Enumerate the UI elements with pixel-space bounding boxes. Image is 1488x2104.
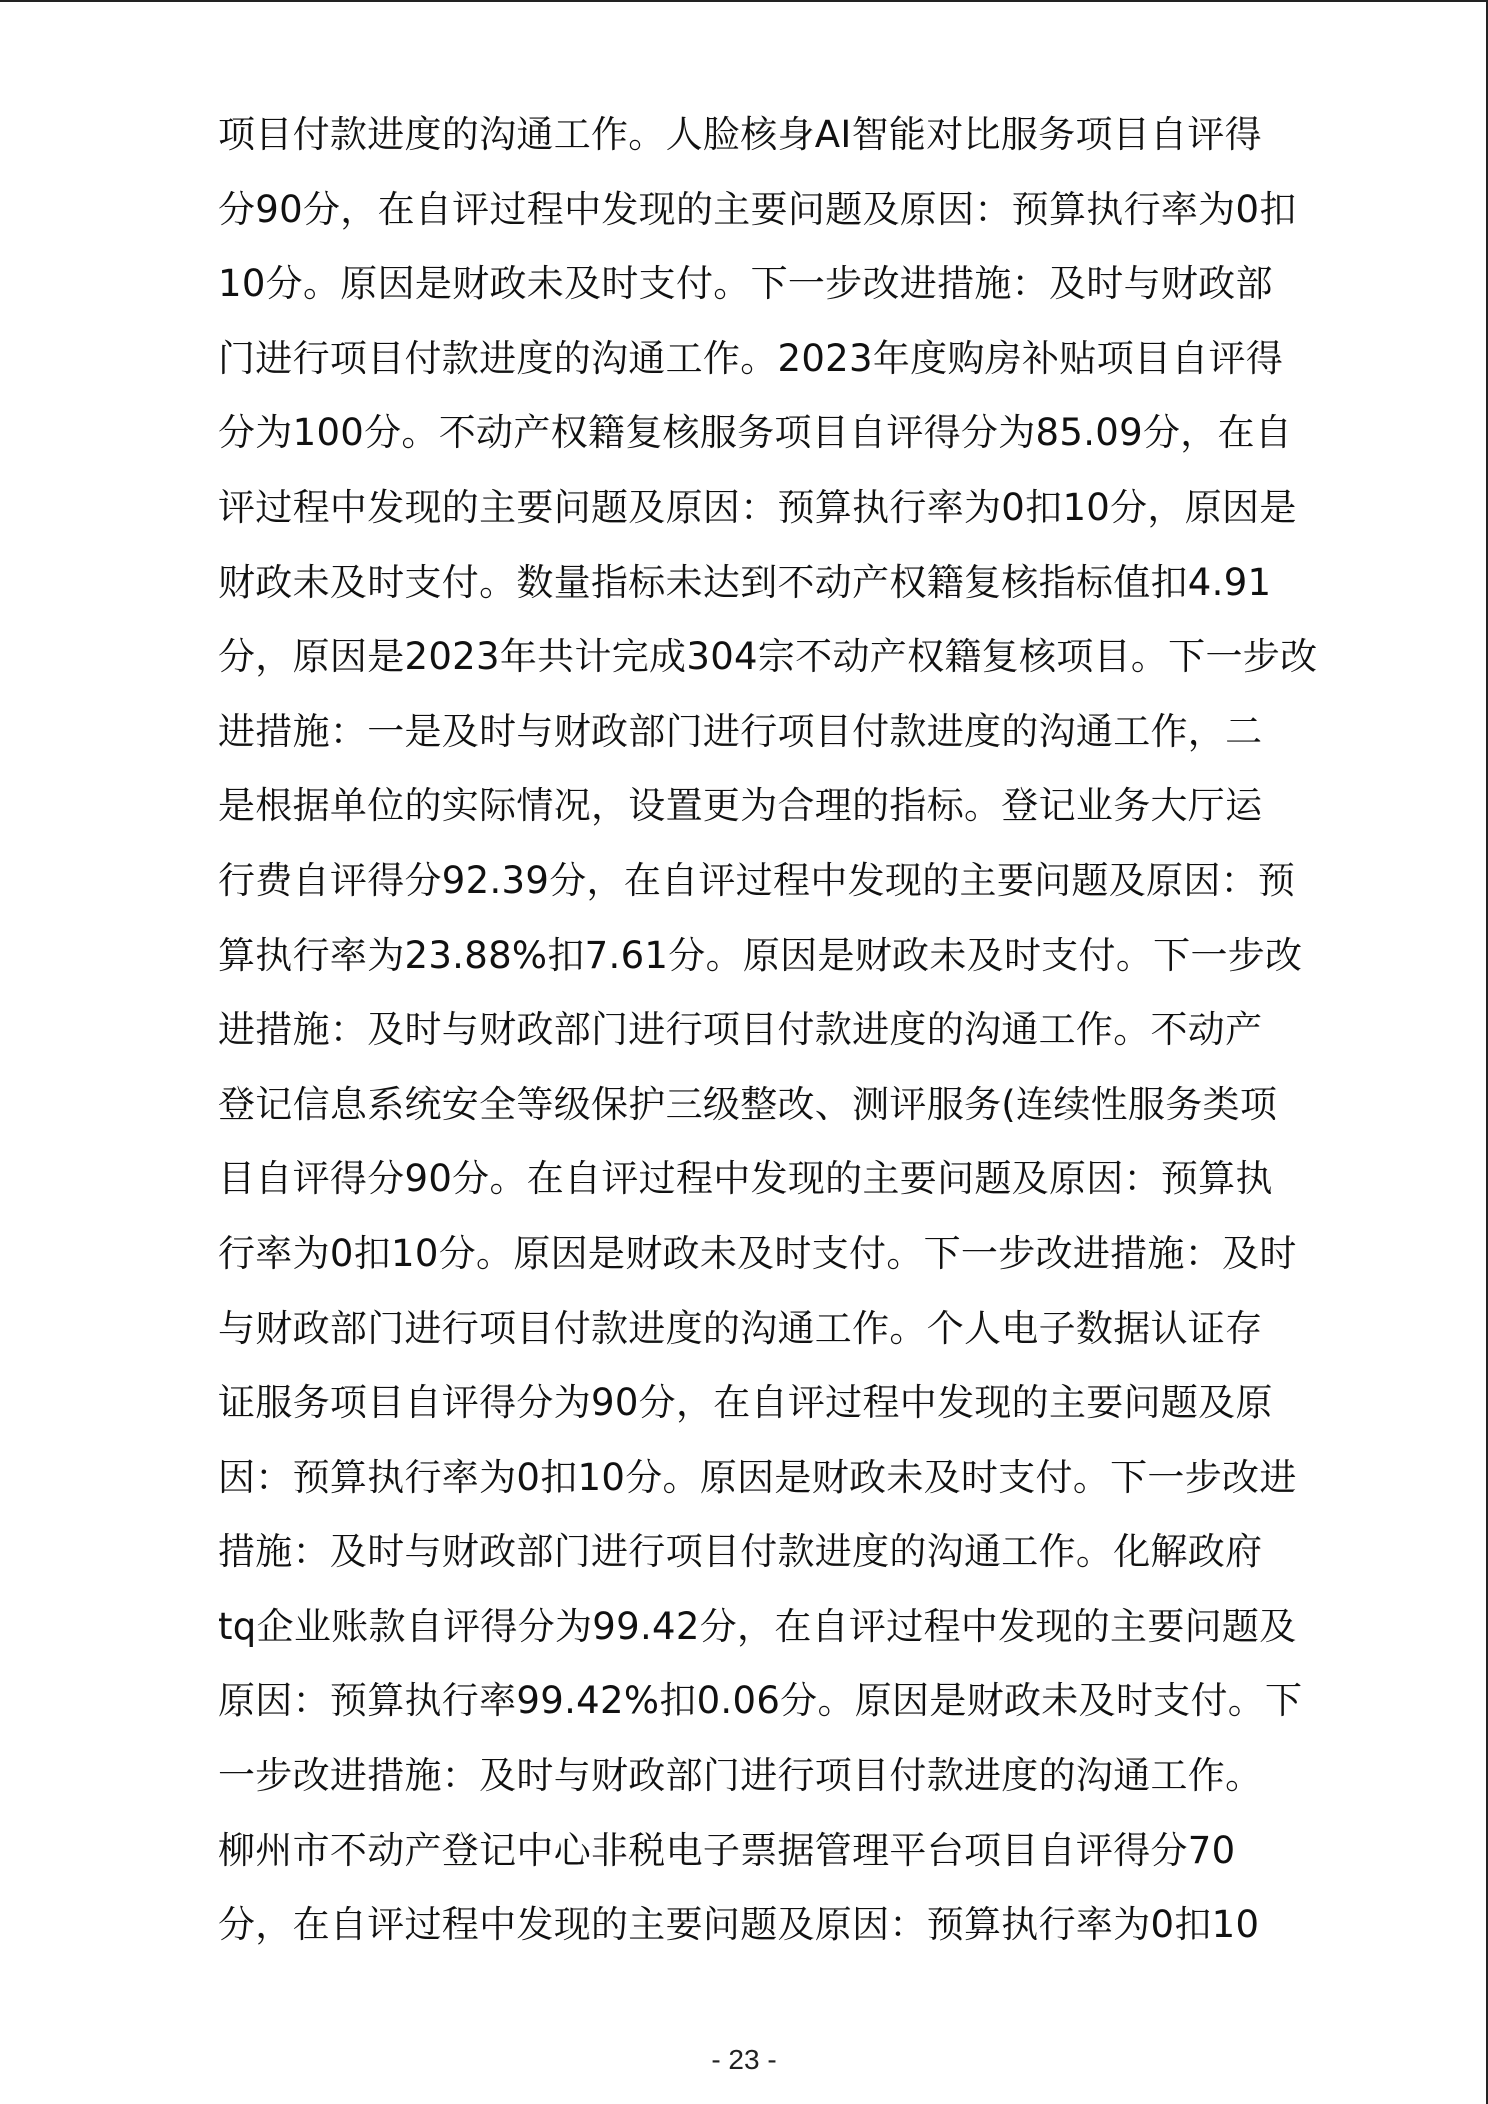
text-line: 措施：及时与财政部门进行项目付款进度的沟通工作。化解政府 bbox=[218, 1530, 1263, 1574]
text-line: tq企业账款自评得分为99.42分，在自评过程中发现的主要问题及 bbox=[218, 1604, 1297, 1648]
text-line: 评过程中发现的主要问题及原因：预算执行率为0扣10分，原因是 bbox=[218, 485, 1297, 529]
text-line: 10分。原因是财政未及时支付。下一步改进措施：及时与财政部 bbox=[218, 262, 1273, 306]
text-line: 进措施：一是及时与财政部门进行项目付款进度的沟通工作，二 bbox=[218, 709, 1263, 753]
text-line: 原因：预算执行率99.42%扣0.06分。原因是财政未及时支付。下 bbox=[218, 1679, 1303, 1723]
text-line: 柳州市不动产登记中心非税电子票据管理平台项目自评得分70 bbox=[218, 1828, 1236, 1872]
page-number: - 23 - bbox=[711, 2044, 777, 2075]
text-line: 目自评得分90分。在自评过程中发现的主要问题及原因：预算执 bbox=[218, 1157, 1273, 1201]
text-line: 行率为0扣10分。原因是财政未及时支付。下一步改进措施：及时 bbox=[218, 1231, 1297, 1275]
text-line: 分，原因是2023年共计完成304宗不动产权籍复核项目。下一步改 bbox=[218, 635, 1318, 679]
text-line: 门进行项目付款进度的沟通工作。2023年度购房补贴项目自评得 bbox=[218, 336, 1284, 380]
text-line: 证服务项目自评得分为90分，在自评过程中发现的主要问题及原 bbox=[218, 1381, 1273, 1425]
text-line: 分90分，在自评过程中发现的主要问题及原因：预算执行率为0扣 bbox=[218, 187, 1297, 231]
text-line: 财政未及时支付。数量指标未达到不动产权籍复核指标值扣4.91 bbox=[218, 560, 1272, 604]
text-line: 算执行率为23.88%扣7.61分。原因是财政未及时支付。下一步改 bbox=[218, 933, 1303, 977]
text-line: 是根据单位的实际情况，设置更为合理的指标。登记业务大厅运 bbox=[218, 784, 1263, 828]
text-line: 与财政部门进行项目付款进度的沟通工作。个人电子数据认证存 bbox=[218, 1306, 1263, 1350]
text-line: 一步改进措施：及时与财政部门进行项目付款进度的沟通工作。 bbox=[218, 1754, 1263, 1798]
text-line: 登记信息系统安全等级保护三级整改、测评服务(连续性服务类项 bbox=[218, 1082, 1278, 1126]
body-text bbox=[218, 98, 1318, 1963]
text-line: 项目付款进度的沟通工作。人脸核身AI智能对比服务项目自评得 bbox=[218, 113, 1262, 156]
text-line: 分为100分。不动产权籍复核服务项目自评得分为85.09分，在自 bbox=[218, 411, 1293, 455]
text-line: 行费自评得分92.39分，在自评过程中发现的主要问题及原因：预 bbox=[218, 858, 1296, 902]
text-line: 分，在自评过程中发现的主要问题及原因：预算执行率为0扣10 bbox=[218, 1903, 1260, 1947]
text-line: 因：预算执行率为0扣10分。原因是财政未及时支付。下一步改进 bbox=[218, 1455, 1297, 1499]
text-line: 进措施：及时与财政部门进行项目付款进度的沟通工作。不动产 bbox=[218, 1008, 1263, 1052]
